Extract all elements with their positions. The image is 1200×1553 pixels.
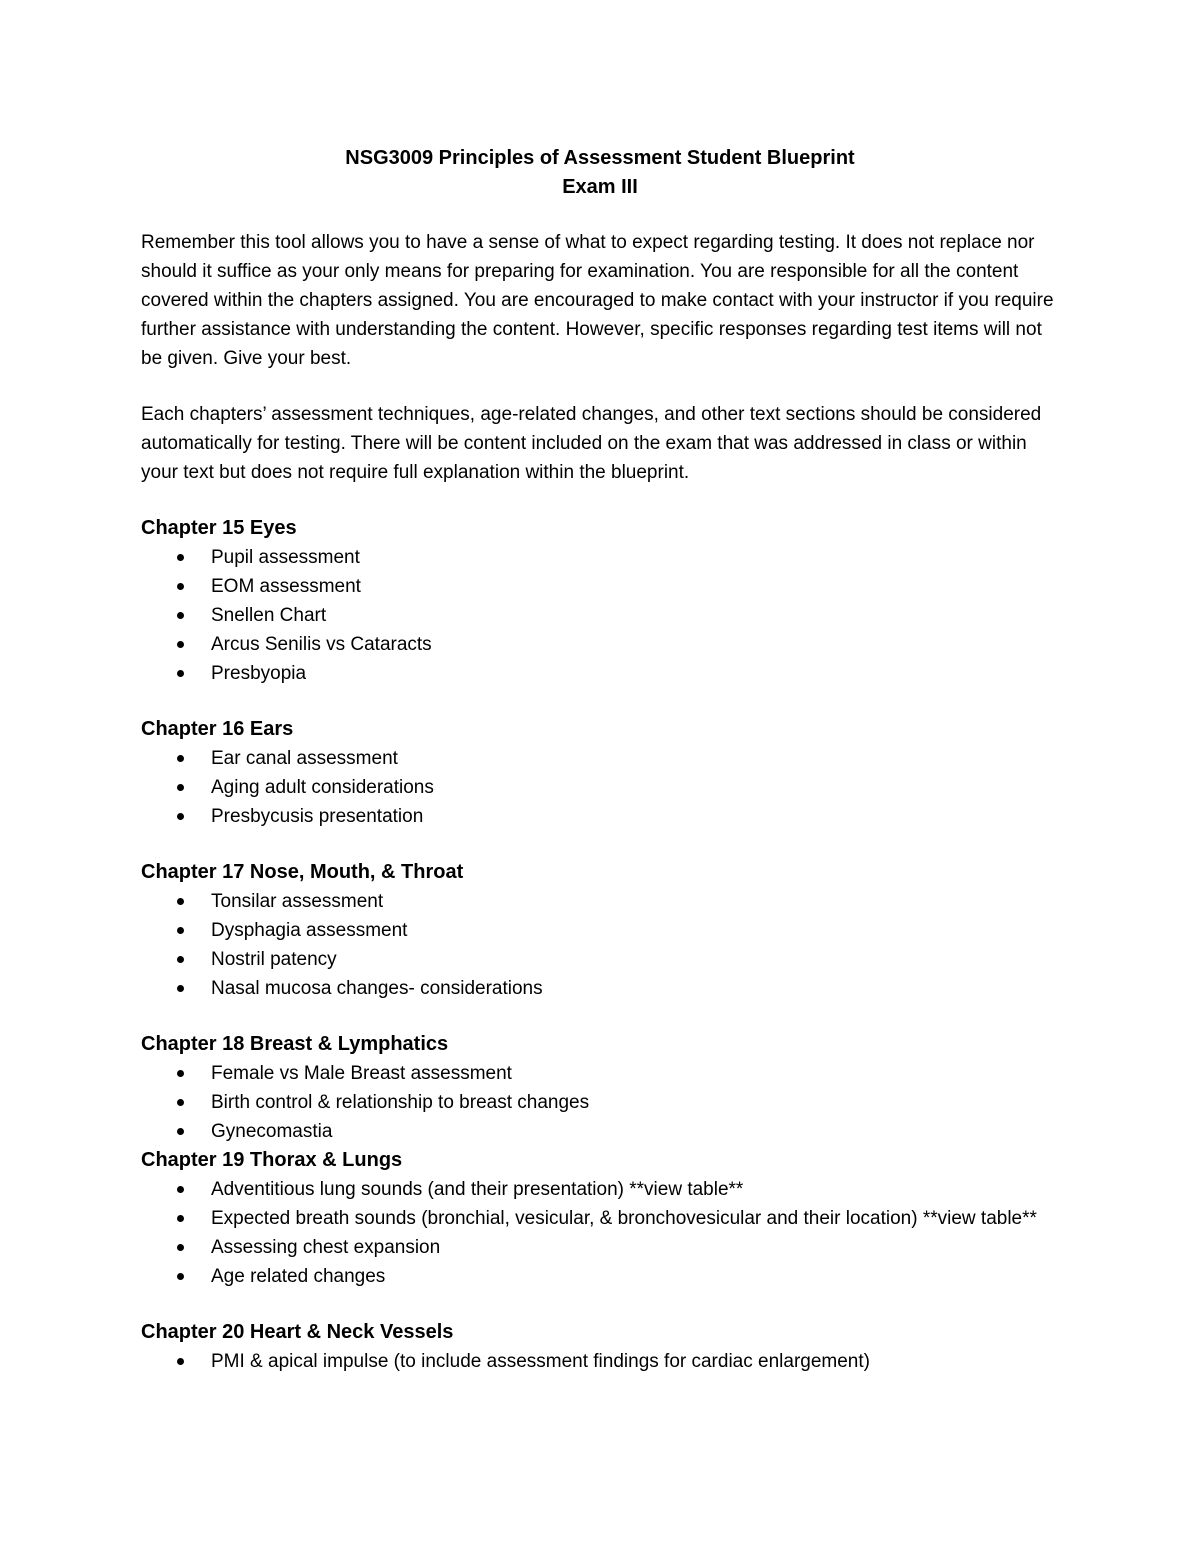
list-item [141, 974, 1061, 1003]
list-item [141, 601, 1061, 630]
chapter-item-list [141, 887, 1061, 1003]
bullet-icon [177, 956, 184, 963]
list-item [141, 945, 1061, 974]
chapter-title: Chapter 17 Nose, Mouth, & Throat [141, 861, 464, 883]
list-item [141, 744, 1061, 773]
chapter-title: Chapter 20 Heart & Neck Vessels [141, 1321, 454, 1343]
chapter-title: Chapter 18 Breast & Lymphatics [141, 1033, 449, 1055]
chapter-section [141, 1146, 1061, 1291]
bullet-icon [177, 985, 184, 992]
bullet-icon [177, 1273, 184, 1280]
title-line-1: NSG3009 Principles of Assessment Student Blueprint [345, 147, 855, 169]
list-item [141, 659, 1061, 688]
list-item [141, 1262, 1061, 1291]
list-item-text: Adventitious lung sounds (and their presentation) **view table** [211, 1179, 744, 1200]
list-item [141, 887, 1061, 916]
chapter-item-list [141, 1059, 1061, 1146]
list-item-text: Gynecomastia [211, 1121, 333, 1142]
list-item [141, 630, 1061, 659]
list-item [141, 543, 1061, 572]
list-item-text: Arcus Senilis vs Cataracts [211, 634, 432, 655]
list-item [141, 1347, 1061, 1376]
list-item-text: Dysphagia assessment [211, 920, 408, 941]
bullet-icon [177, 1128, 184, 1135]
chapter-section [141, 1318, 1061, 1376]
list-item-text: Assessing chest expansion [211, 1237, 441, 1258]
list-item [141, 916, 1061, 945]
bullet-icon [177, 583, 184, 590]
bullet-icon [177, 1186, 184, 1193]
title-line-2: Exam III [562, 176, 638, 198]
bullet-icon [177, 612, 184, 619]
document-title [141, 144, 1059, 202]
chapter-section [141, 1030, 1061, 1146]
chapter-item-list [141, 1175, 1061, 1291]
list-item-text: Age related changes [211, 1266, 386, 1287]
list-item [141, 773, 1061, 802]
list-item-text: EOM assessment [211, 576, 361, 597]
bullet-icon [177, 1070, 184, 1077]
bullet-icon [177, 927, 184, 934]
list-item-text: Female vs Male Breast assessment [211, 1063, 512, 1084]
list-item [141, 1088, 1061, 1117]
bullet-icon [177, 641, 184, 648]
bullet-icon [177, 784, 184, 791]
bullet-icon [177, 1099, 184, 1106]
intro-paragraph: Remember this tool allows you to have a sense of what to expect regarding testing. It does not replace nor should it suffice as your only means for preparing for examination. You are responsible for all the content covered within the chapters assigned. You are encouraged to make contact with your instructor if you require further assistance with understanding the content. However, specific responses regarding test items will not be given. Give your best. [141, 232, 1054, 369]
chapter-title: Chapter 16 Ears [141, 718, 294, 740]
document-page [141, 144, 1061, 1376]
list-item-text: Expected breath sounds (bronchial, vesicular, & bronchovesicular and their location) **view table** [211, 1208, 1037, 1229]
list-item [141, 1233, 1061, 1262]
list-item-text: Snellen Chart [211, 605, 327, 626]
chapter-section [141, 514, 1061, 688]
chapter-title: Chapter 19 Thorax & Lungs [141, 1149, 403, 1171]
list-item-text: Ear canal assessment [211, 748, 398, 769]
list-item [141, 802, 1061, 831]
list-item-text: Nasal mucosa changes- considerations [211, 978, 543, 999]
list-item [141, 1175, 1061, 1204]
chapter-section [141, 858, 1061, 1003]
list-item [141, 572, 1061, 601]
chapter-item-list [141, 744, 1061, 831]
bullet-icon [177, 1215, 184, 1222]
list-item [141, 1059, 1061, 1088]
bullet-icon [177, 1358, 184, 1365]
scope-paragraph: Each chapters’ assessment techniques, age-related changes, and other text sections should be considered automatically for testing. There will be content included on the exam that was addressed in class or within your text but does not require full explanation within the blueprint. [141, 404, 1042, 483]
bullet-icon [177, 813, 184, 820]
list-item-text: Birth control & relationship to breast changes [211, 1092, 590, 1113]
list-item [141, 1117, 1061, 1146]
chapter-item-list [141, 1347, 1061, 1376]
chapter-title: Chapter 15 Eyes [141, 517, 297, 539]
list-item-text: Presbyopia [211, 663, 307, 684]
chapter-section [141, 715, 1061, 831]
bullet-icon [177, 1244, 184, 1251]
list-item-text: Nostril patency [211, 949, 337, 970]
bullet-icon [177, 554, 184, 561]
list-item-text: Pupil assessment [211, 547, 360, 568]
list-item-text: PMI & apical impulse (to include assessment findings for cardiac enlargement) [211, 1351, 870, 1372]
list-item-text: Presbycusis presentation [211, 806, 424, 827]
list-item-text: Aging adult considerations [211, 777, 434, 798]
chapter-item-list [141, 543, 1061, 688]
bullet-icon [177, 755, 184, 762]
bullet-icon [177, 670, 184, 677]
bullet-icon [177, 898, 184, 905]
list-item-text: Tonsilar assessment [211, 891, 384, 912]
list-item [141, 1204, 1061, 1233]
